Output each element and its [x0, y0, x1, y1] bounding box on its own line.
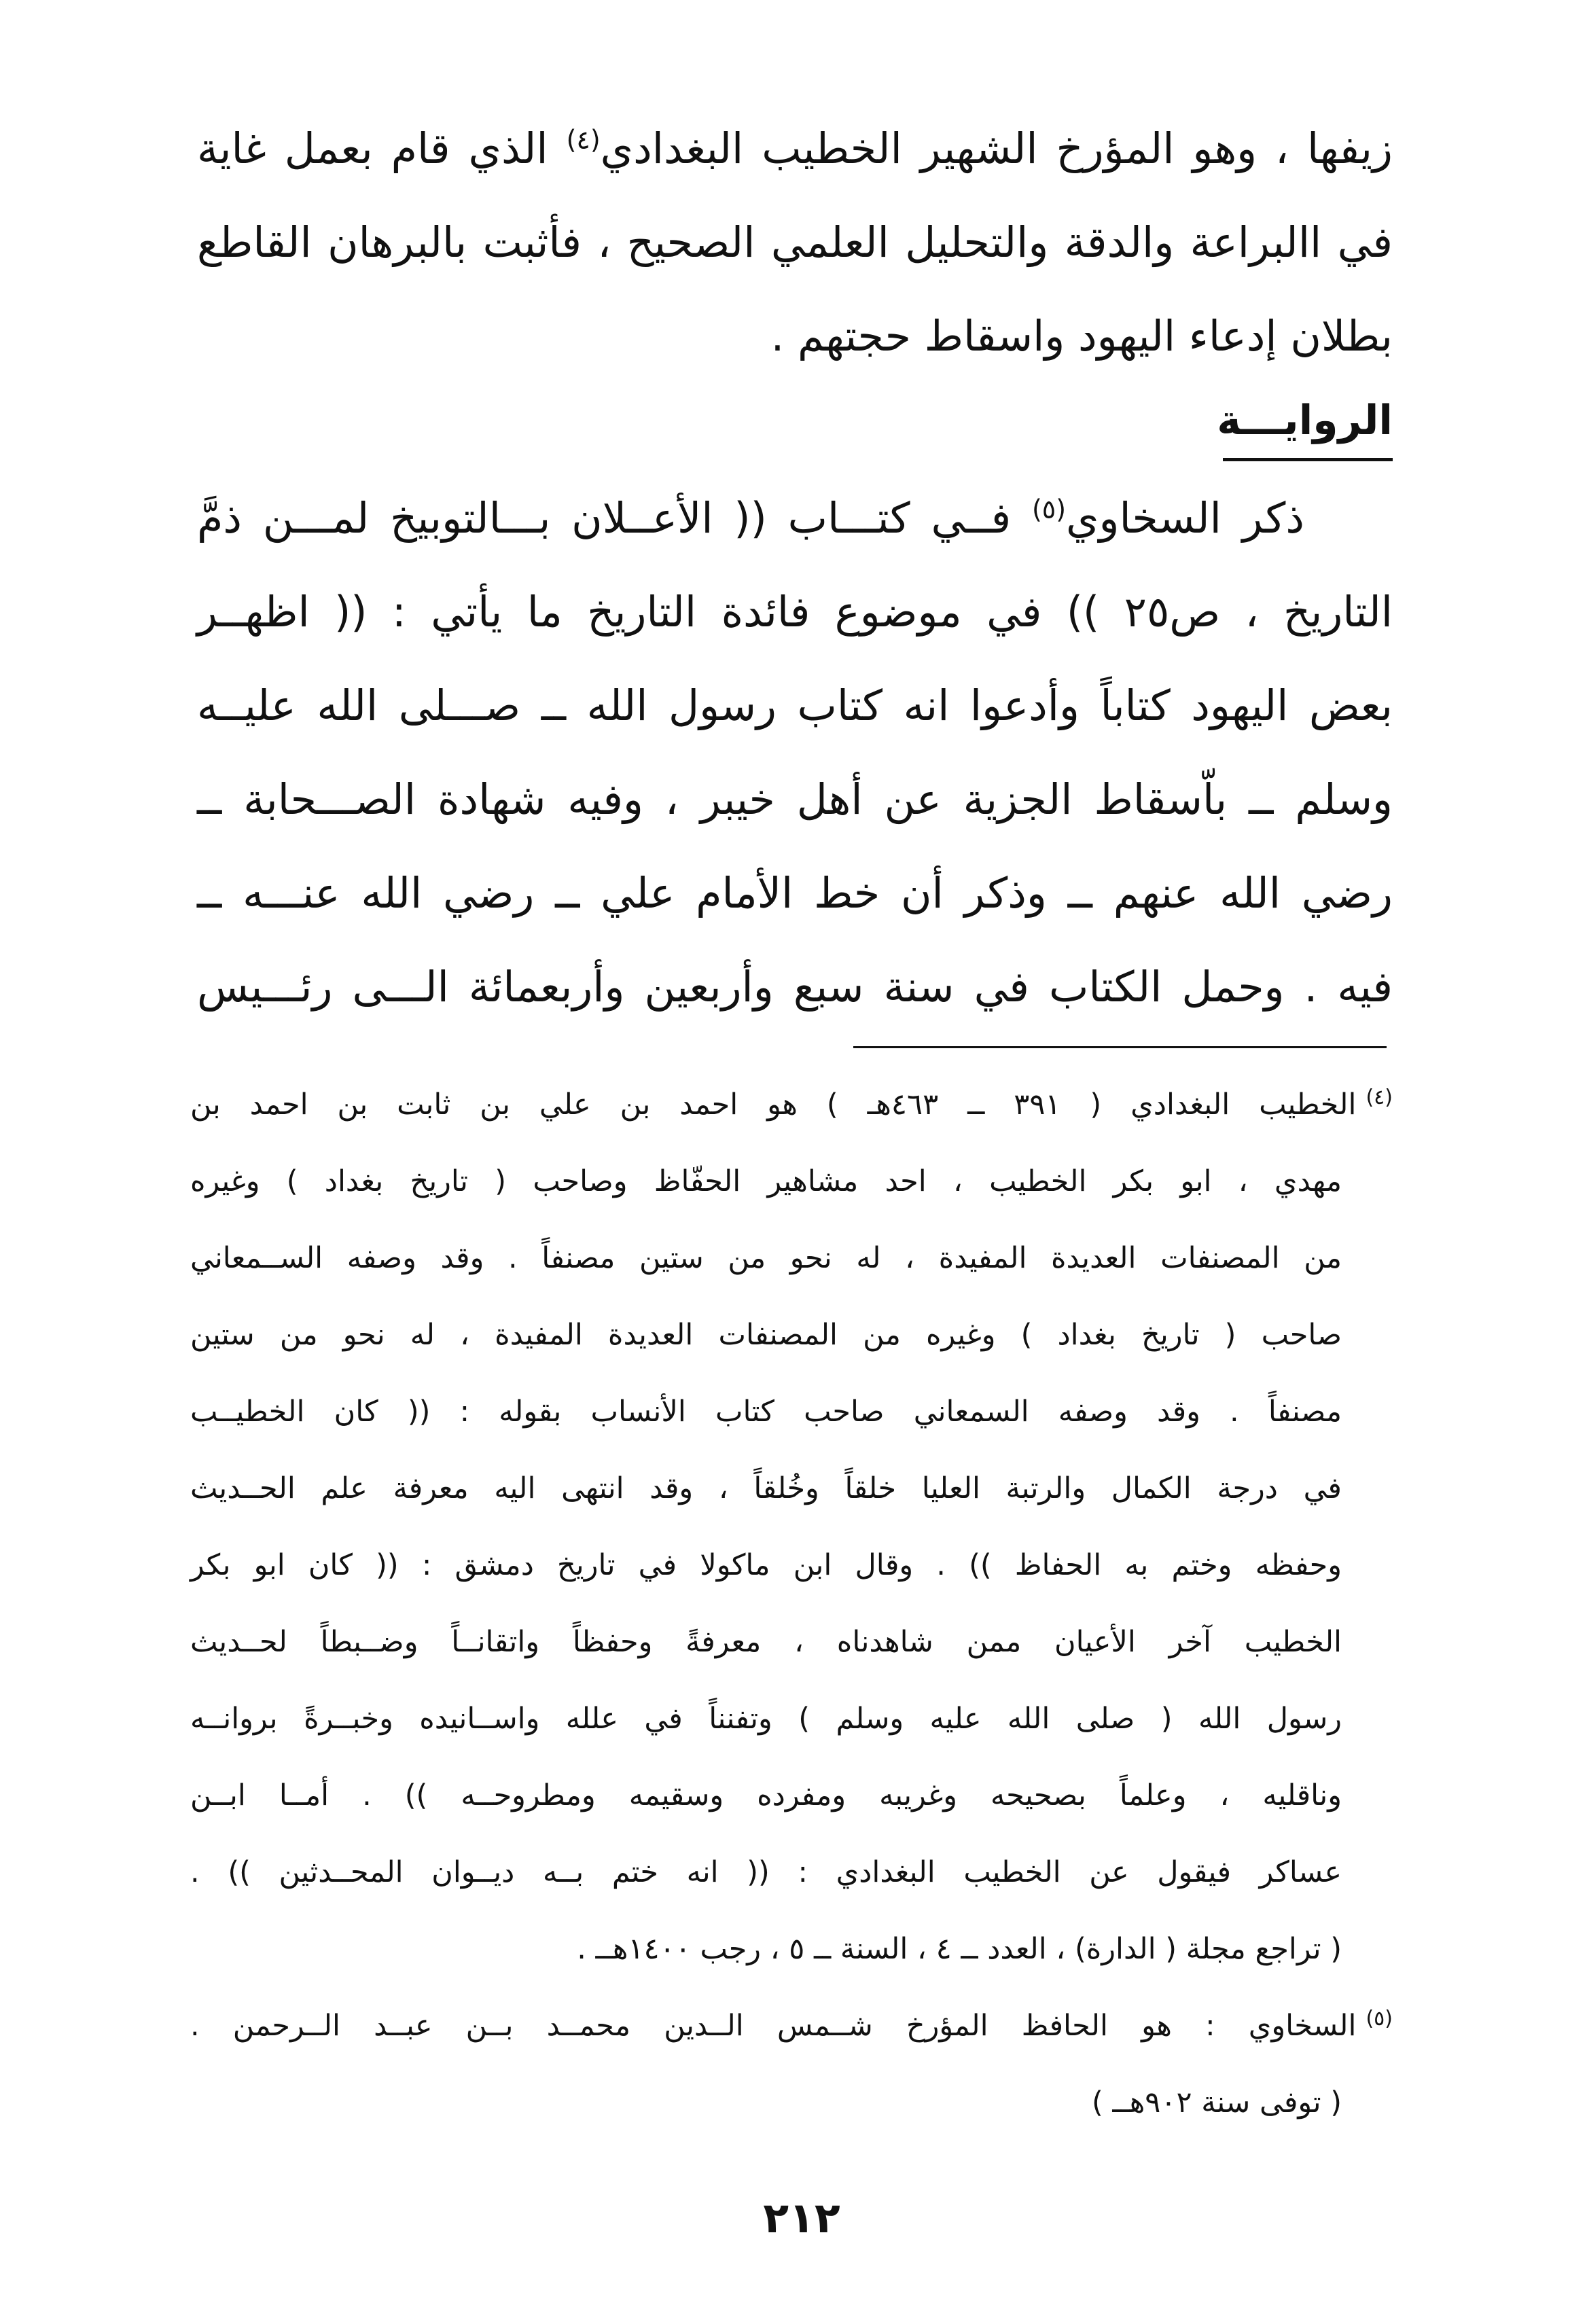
body-line: وسلم ــ باّسقاط الجزية عن أهل خيبر ، وفيه شهادة الصـــحابة ــ	[197, 774, 1393, 824]
body-line: في االبراعة والدقة والتحليل العلمي الصحيح ، فأثبت بالبرهان القاطع	[197, 217, 1393, 267]
footnote-marker-4: (٤)	[1366, 1085, 1393, 1109]
footnote-line: مصنفاً . وقد وصفه السمعاني صاحب كتاب الأنساب بقوله : (( كان الخطيــب	[190, 1395, 1342, 1429]
heading-underline	[1223, 458, 1393, 461]
footnote-line: وناقليه ، وعلماً بصحيحه وغريبه ومفرده وسقيمه ومطروحــه )) . أمــا ابــن	[190, 1778, 1342, 1812]
footnote-line: ( توفى سنة ٩٠٢هــ )	[1091, 2086, 1342, 2120]
footnote-ref-5[interactable]: (٥)	[1031, 494, 1067, 524]
body-line-text: فــي كتـــاب (( الأعــلان بـــالتوبيخ لمـــن ذمَّ	[197, 493, 1012, 543]
footnote-line: مهدي ، ابو بكر الخطيب ، احد مشاهير الحفّاظ وصاحب ( تاريخ بغداد ) وغيره	[190, 1164, 1342, 1198]
footnote-ref-4[interactable]: (٤)	[566, 124, 601, 155]
section-heading: الروايـــة	[1217, 397, 1393, 444]
body-line-text: زيفها ، وهو المؤرخ الشهير الخطيب البغدادي	[600, 124, 1393, 173]
footnote-line: ( تراجع مجلة ( الدارة) ، العدد ــ ٤ ، السنة ــ ٥ ، رجب ١٤٠٠هــ .	[577, 1932, 1342, 1966]
footnote-line-text: الخطيب البغدادي ( ٣٩١ ــ ٤٦٣هـ ) هو احمد بن علي بن ثابت بن احمد بن	[190, 1088, 1357, 1122]
footnote-line	[190, 1067, 1393, 1143]
footnote-line: الخطيب آخر الأعيان ممن شاهدناه ، معرفةً وحفظاً واتقانــاً وضــبطاً لحــديث	[190, 1625, 1342, 1659]
footnote-line: صاحب ( تاريخ بغداد ) وغيره من المصنفات العديدة المفيدة ، له نحو من ستين	[190, 1318, 1342, 1352]
body-line: بطلان إدعاء اليهود واسقاط حجتهم .	[770, 311, 1393, 361]
footnote-line: رسول الله ( صلى الله عليه وسلم ) وتفنناً في علله واســانيده وخبــرةً بروانــه	[190, 1702, 1342, 1736]
body-line: التاريخ ، ص٢٥ )) في موضوع فائدة التاريخ ما يأتي : (( اظهــر	[197, 587, 1393, 637]
footnote-line: وحفظه وختم به الحفاظ )) . وقال ابن ماكولا في تاريخ دمشق : (( كان ابو بكر	[190, 1548, 1342, 1582]
footnote-separator	[853, 1046, 1387, 1048]
footnote-marker-5: (٥)	[1366, 2006, 1393, 2031]
footnote-line: في درجة الكمال والرتبة العليا خلقاً وخُلقاً ، وقد انتهى اليه معرفة علم الحــديث	[190, 1471, 1342, 1505]
body-line-text: ذكر السخاوي	[1066, 493, 1304, 543]
body-line	[197, 102, 1393, 196]
main-text	[197, 102, 1393, 1034]
page-number: ٢١٢	[763, 2193, 840, 2242]
footnote-line-text: السخاوي : هو الحافظ المؤرخ شــمس الــدين محمــد بــن عبــد الــرحمن .	[190, 2009, 1357, 2043]
body-line: رضي الله عنهم ــ وذكر أن خط الأمام علي ــ رضي الله عنـــه ــ	[197, 868, 1393, 918]
footnotes	[190, 1067, 1393, 2141]
body-line: فيه . وحمل الكتاب في سنة سبع وأربعين وأربعمائة الـــى رئـــيس	[197, 962, 1393, 1012]
body-line-text: الذي قام بعمل غاية	[197, 124, 548, 173]
body-line	[197, 471, 1393, 565]
footnote-line: من المصنفات العديدة المفيدة ، له نحو من ستين مصنفاً . وقد وصفه الســمعاني	[190, 1241, 1342, 1275]
section-heading-block	[197, 383, 1393, 471]
body-line: بعض اليهود كتاباً وأدعوا انه كتاب رسول الله ــ صـــلى الله عليــه	[197, 681, 1393, 730]
footnote-line	[190, 1988, 1393, 2064]
footnote-line: عساكر فيقول عن الخطيب البغدادي : (( انه ختم بــه ديــوان المحــدثين )) .	[190, 1855, 1342, 1889]
